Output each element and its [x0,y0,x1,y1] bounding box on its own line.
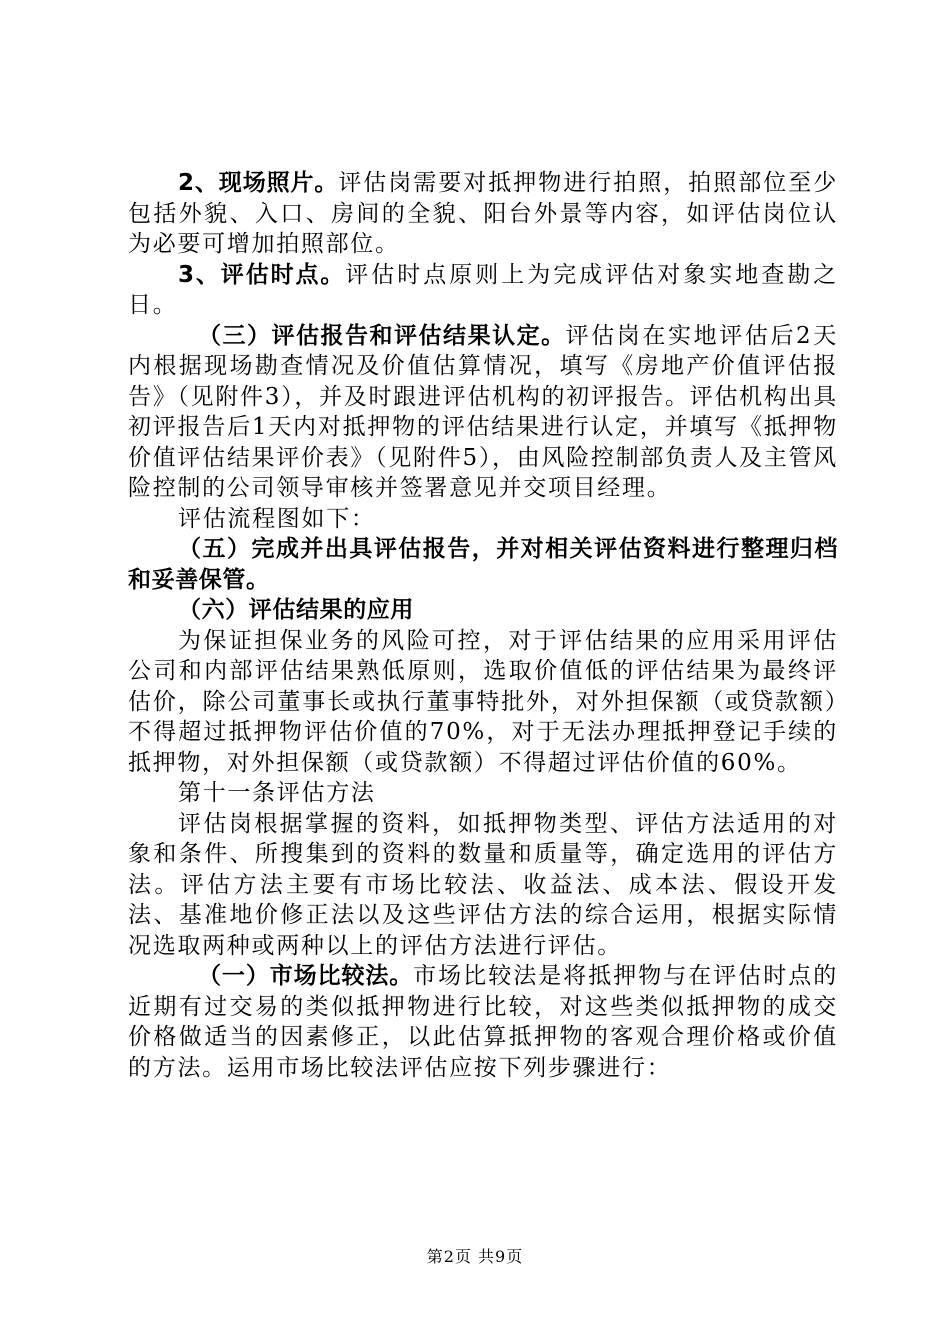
heading-site-photos: 2、现场照片。 [178,170,339,196]
heading-market-comparison: （一）市场比较法。 [198,963,414,989]
heading-valuation-date: 3、评估时点。 [178,261,346,288]
text-article-11: 第十一条评估方法 [178,780,376,806]
text-result-application: 为保证担保业务的风险可控，对于评估结果的应用采用评估公司和内部评估结果熟低原则，选取价值低的评估结果为最终评估价，除公司董事长或执行董事特批外，对外担保额（或贷款额）不得超过抵押物评估价值的70%，对于无法办理抵押登记手续的抵押物，对外担保额（或贷款额）不得超过评估价值的60%。 [128,627,838,776]
paragraph-result-application-body [128,626,838,779]
paragraph-valuation-date [128,260,838,321]
paragraph-issue-report [128,534,838,595]
paragraph-methods-overview [128,809,838,962]
document-body [128,168,838,1083]
text-valuation-date: 评估时点原则上为完成评估对象实地查勘之日。 [128,261,838,318]
paragraph-article-11 [128,778,838,809]
paragraph-report-confirmation [128,321,838,504]
paragraph-flowchart-intro [128,504,838,535]
text-flowchart-intro: 评估流程图如下： [178,505,376,532]
paragraph-result-application [128,595,838,626]
text-site-photos: 评估岗需要对抵押物进行拍照，拍照部位至少包括外貌、入口、房间的全貌、阳台外景等内容，如评估岗位认为必要可增加拍照部位。 [128,170,838,257]
text-report-confirmation: 评估岗在实地评估后2天内根据现场勘查情况及价值估算情况，填写《房地产价值评估报告》（见附件3），并及时跟进评估机构的初评报告。评估机构出具初评报告后1天内对抵押物的评估结果进行认定，并填写《抵押物价值评估结果评价表》（见附件5），由风险控制部负责人及主管风险控制的公司领导审核并签署意见并交项目经理。 [128,322,838,501]
heading-result-application: （六）评估结果的应用 [178,597,414,623]
heading-report-confirmation: （三）评估报告和评估结果认定。 [198,322,566,349]
page-footer [0,1244,950,1267]
page-number-label: 第2页 共9页 [426,1247,524,1266]
paragraph-site-photos [128,168,838,260]
heading-issue-report: （五）完成并出具评估报告，并对相关评估资料进行整理归档和妥善保管。 [128,536,838,593]
text-methods-overview: 评估岗根据掌握的资料，如抵押物类型、评估方法适用的对象和条件、所搜集到的资料的数量和质量等，确定选用的评估方法。评估方法主要有市场比较法、收益法、成本法、假设开发法、基准地价修正法以及这些评估方法的综合运用，根据实际情况选取两种或两种以上的评估方法进行评估。 [128,810,838,959]
text-market-comparison: 市场比较法是将抵押物与在评估时点的近期有过交易的类似抵押物进行比较，对这些类似抵押物的成交价格做适当的因素修正，以此估算抵押物的客观合理价格或价值的方法。运用市场比较法评估应按下列步骤进行： [128,963,838,1081]
paragraph-market-comparison [128,961,838,1083]
